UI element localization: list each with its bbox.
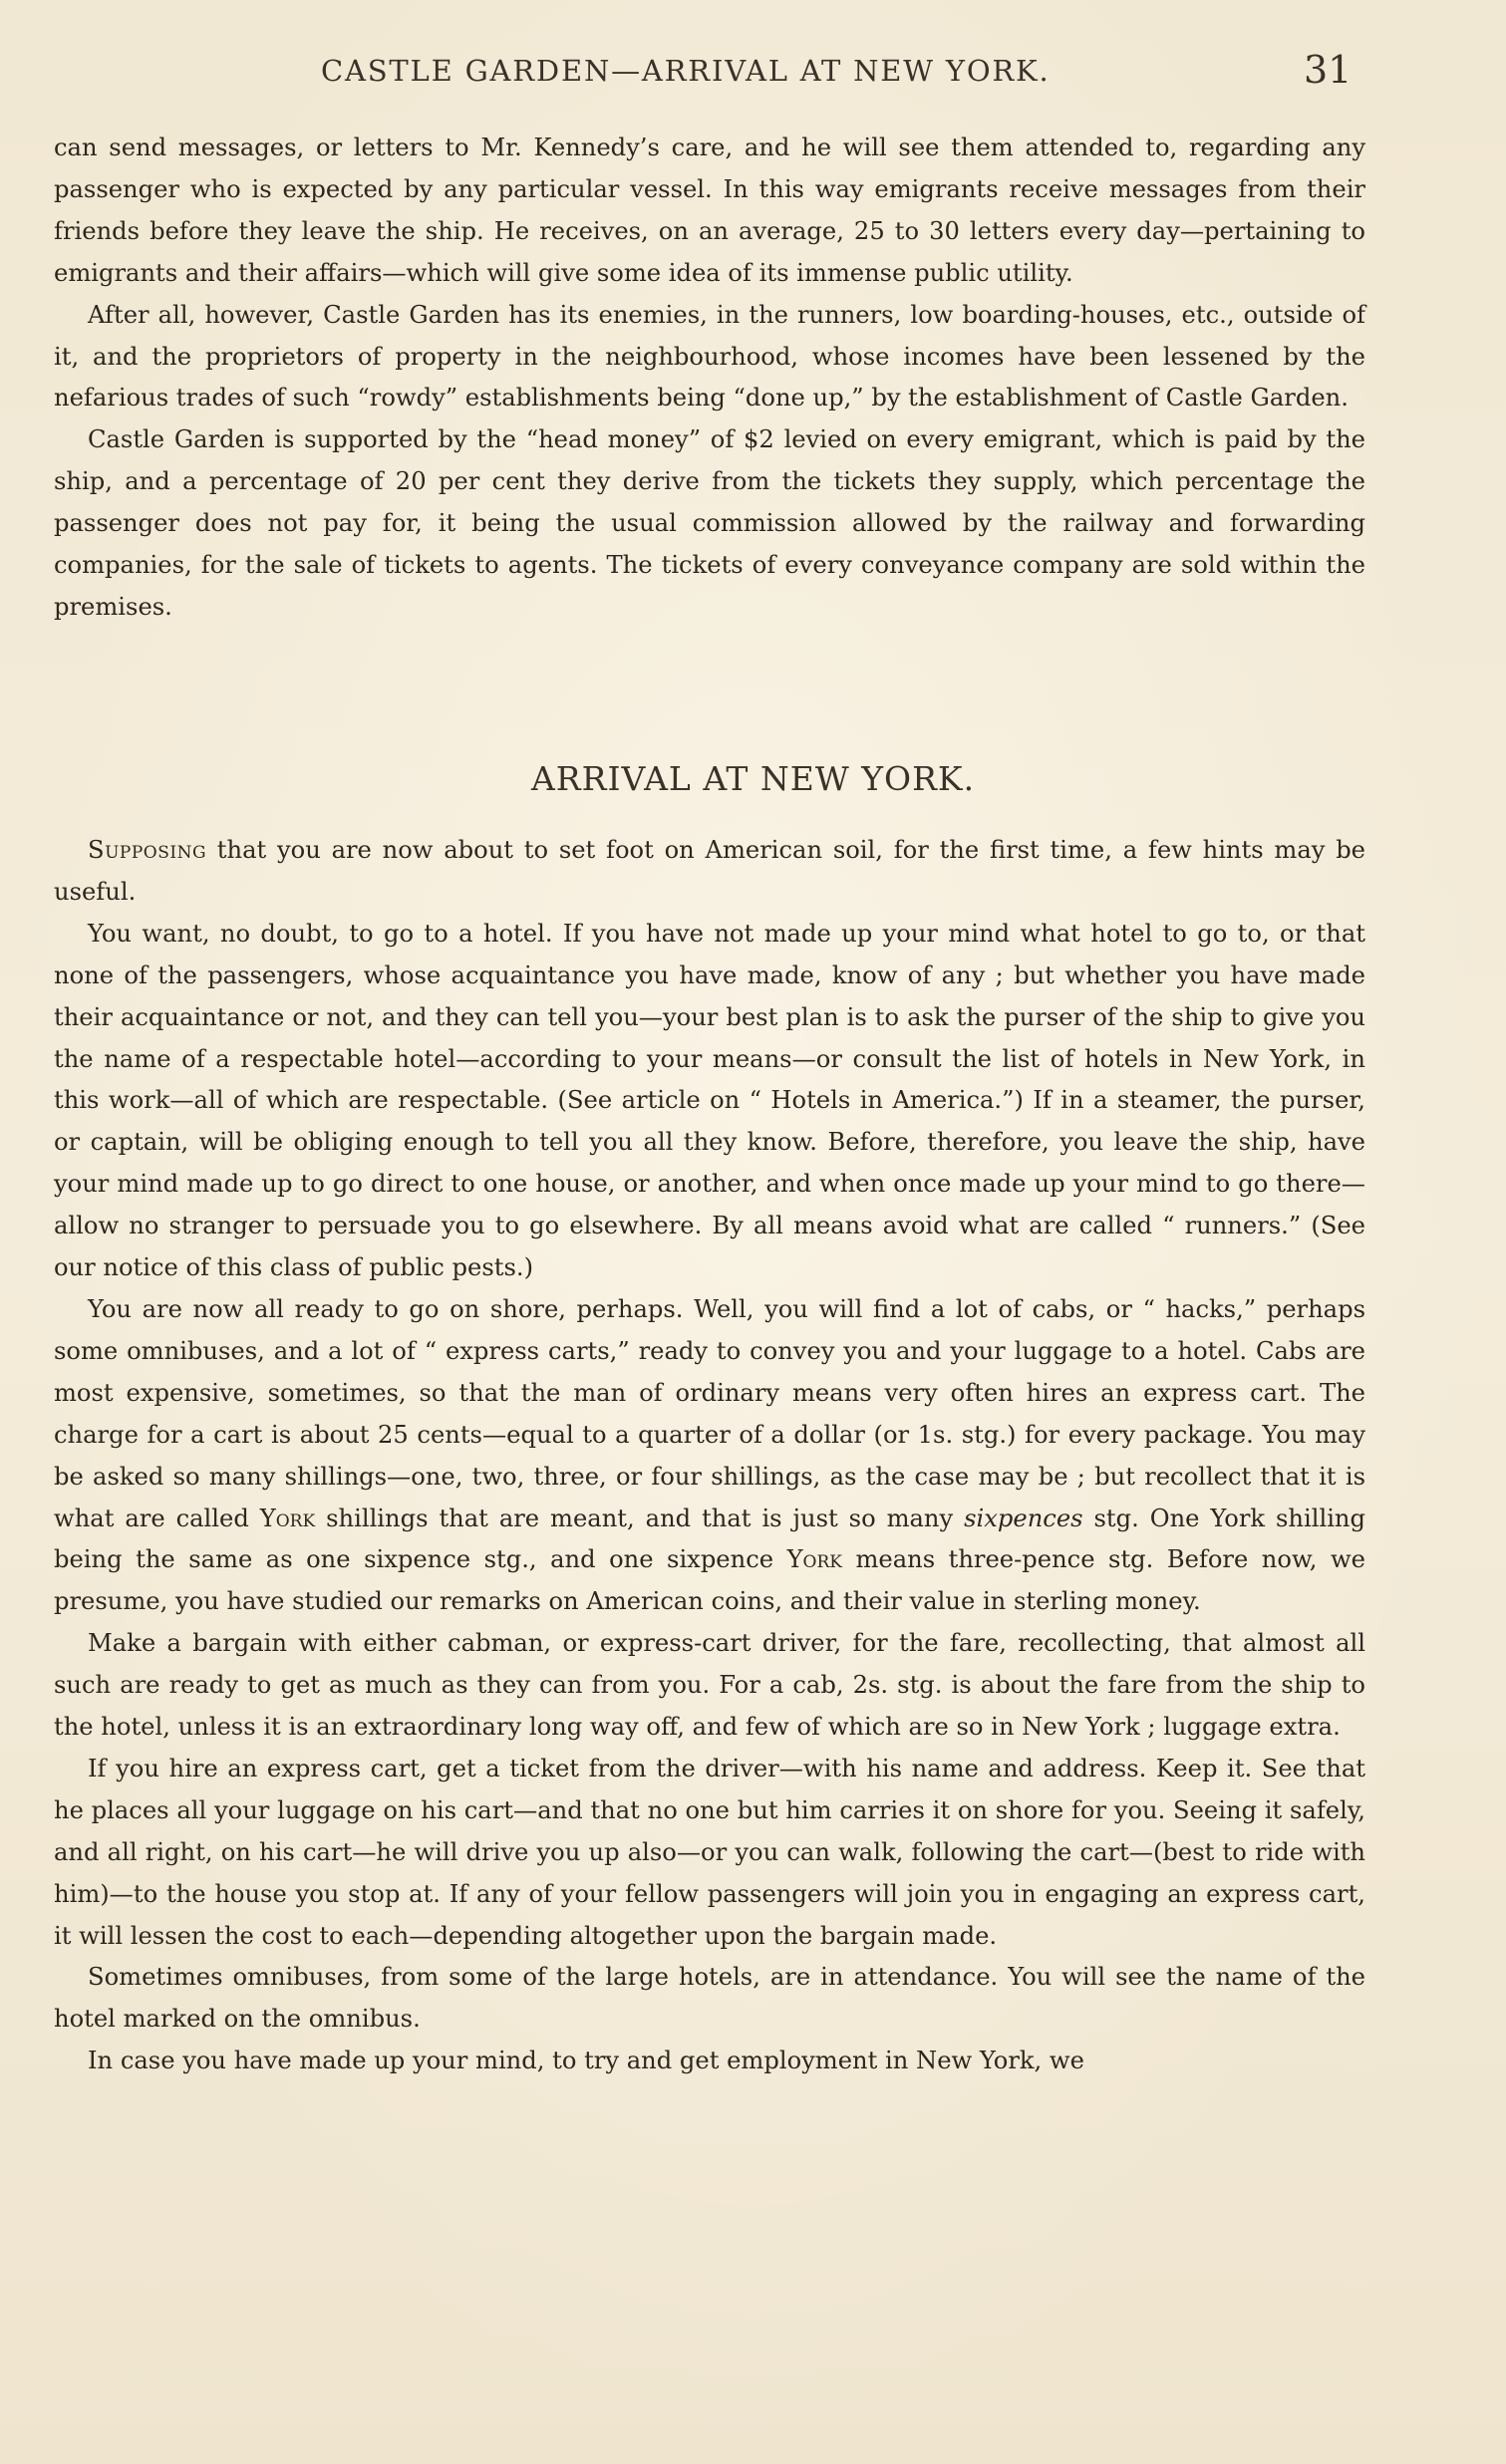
paragraph-supposing-text: that you are now about to set foot on American soil, for the first time, a few hints may be useful. xyxy=(54,836,1365,906)
paragraph-continuation: can send messages, or letters to Mr. Kennedy’s care, and he will see them attended to, regarding any passenger who is expected by any particular vessel. In this way emigrants receive messages from their friends before they leave the ship. He receives, on an average, 25 to 30 letters every day—pertaining to emigrants and their affairs—which will give some idea of its immense public utility. xyxy=(54,134,1365,287)
paragraph-supposing xyxy=(54,830,1365,914)
cabs-text-4: means three-pence stg. Before now, we presume, you have studied our remarks on American coins, and their value in sterling money. xyxy=(54,1545,1365,1616)
section-heading-arrival: ARRIVAL AT NEW YORK. xyxy=(530,759,976,798)
paragraph-bargain: Make a bargain with either cabman, or express-cart driver, for the fare, recollecting, that almost all such are ready to get as much as they can from you. For a cab, 2s. stg. is about the fare from the ship to the hotel, unless it is an extraordinary long way off, and few of which are so in New York ; luggage extra. xyxy=(54,1629,1365,1742)
page-number: 31 xyxy=(1304,48,1353,92)
paragraph-hotel: You want, no doubt, to go to a hotel. If you have not made up your mind what hotel to go to, or that none of the passengers, whose acquaintance you have made, know of any ; but whether you have made their acquaintance or not, and they can tell you—your best plan is to ask the purser of the ship to give you the name of a respectable hotel—according to your means—or consult the list of hotels in New York, in this work—all of which are respectable. (See article on “ Hotels in America.”) If in a steamer, the purser, or captain, will be obliging enough to tell you all they know. Before, therefore, you leave the ship, have your mind made up to go direct to one house, or another, and when once made up your mind to go there—allow no stranger to persuade you to go elsewhere. By all means avoid what are called “ runners.” (See our notice of this class of public pests.) xyxy=(54,919,1365,1282)
cabs-text-2: shillings that are meant, and that is just so many xyxy=(315,1504,965,1532)
paragraph-omnibuses: Sometimes omnibuses, from some of the large hotels, are in attendance. You will see the name of the hotel marked on the omnibus. xyxy=(54,1963,1365,2034)
paragraph-enemies: After all, however, Castle Garden has its enemies, in the runners, low boarding-houses, etc., outside of it, and the proprietors of property in the neighbourhood, whose incomes have been lessened by the nefarious trades of such “rowdy” establishments being “done up,” by the establishment of Castle Garden. xyxy=(54,300,1365,412)
paragraph-cabs xyxy=(54,1289,1365,1623)
paragraph-head-money: Castle Garden is supported by the “head money” of $2 levied on every emigrant, which is paid by the ship, and a percentage of 20 per cent they derive from the tickets they supply, which percentage the passenger does not pay for, it being the usual commission allowed by the railway and forwarding companies, for the sale of tickets to agents. The tickets of every conveyance company are sold within the premises. xyxy=(54,425,1365,621)
cabs-text-3: stg. One York shilling being the same as one sixpence stg., and one sixpence xyxy=(54,1504,1365,1574)
cabs-text-1: You are now all ready to go on shore, perhaps. Well, you will find a lot of cabs, or “ hacks,” perhaps some omnibuses, and a lot of “ express carts,” ready to convey you and your luggage to a hotel. Cabs are most expensive, sometimes, so that the man of ordinary means very often hires an express cart. The charge for a cart is about 25 cents—equal to a quarter of a dollar (or 1s. stg.) for every package. You may be asked so many shillings—one, two, three, or four shillings, as the case may be ; but recollect that it is what are called xyxy=(54,1294,1365,1532)
arrival-text-block xyxy=(54,830,1365,2082)
castle-garden-text-block xyxy=(54,128,1365,629)
paragraph-employment: In case you have made up your mind, to try and get employment in New York, we xyxy=(88,2047,1084,2075)
running-head xyxy=(0,48,1506,96)
sixpences-italic: sixpences xyxy=(964,1504,1083,1532)
lead-word: Supposing xyxy=(88,836,207,864)
paragraph-express-cart: If you hire an express cart, get a ticket from the driver—with his name and address. Keep it. See that he places all your luggage on his cart—and that no one but him carries it on shore for you. Seeing it safely, and all right, on his cart—he will drive you up also—or you can walk, following the cart—(best to ride with him)—to the house you stop at. If any of your fellow passengers will join you in engaging an express cart, it will lessen the cost to each—depending altogether upon the bargain made. xyxy=(54,1754,1365,1950)
york-small-caps-1: York xyxy=(259,1504,316,1532)
york-small-caps-2: York xyxy=(786,1545,842,1574)
running-title: CASTLE GARDEN—ARRIVAL AT NEW YORK. xyxy=(321,54,1051,88)
